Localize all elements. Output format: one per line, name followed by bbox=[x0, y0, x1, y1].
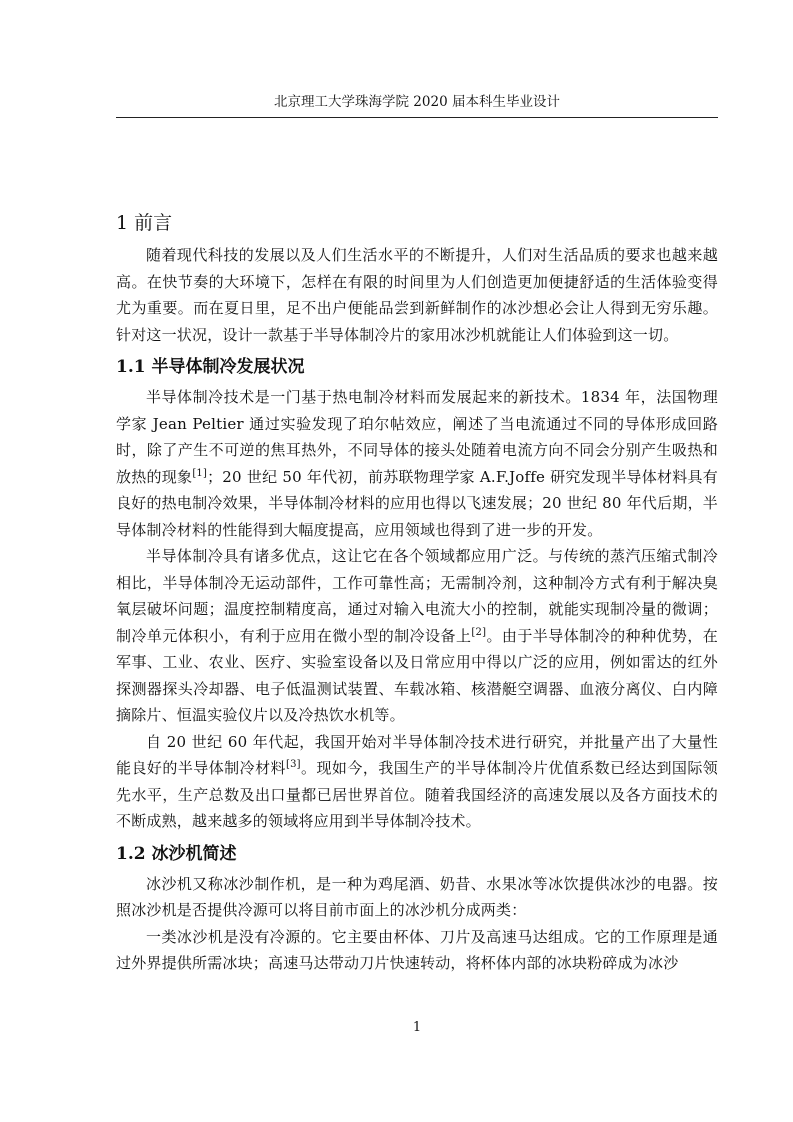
citation-ref-3: [3] bbox=[286, 759, 301, 770]
section-heading-1: 1 前言 bbox=[116, 212, 173, 234]
paragraph-1-1-c bbox=[116, 729, 718, 835]
paragraph-text: 。现如今，我国生产的半导体制冷片优值系数已经达到国际领先水平，生产总数及出口量都已居世界首位。随着我国经济的高速发展以及各方面技术的不断成熟，越来越多的领域将应用到半导体制冷技术。 bbox=[116, 759, 719, 830]
page-header: 北京理工大学珠海学院 2020 届本科生毕业设计 bbox=[274, 94, 560, 110]
paragraph-1-1-a bbox=[116, 384, 718, 543]
page-number: 1 bbox=[412, 1020, 422, 1035]
paragraph-1-2-b: 一类冰沙机是没有冷源的。它主要由杯体、刀片及高速马达组成。它的工作原理是通过外界提供所需冰块；高速马达带动刀片快速转动，将杯体内部的冰块粉碎成为冰沙 bbox=[116, 927, 718, 972]
citation-ref-2: [2] bbox=[471, 626, 487, 638]
paragraph-text: ；20 世纪 50 年代初，前苏联物理学家 A.F.Joffe 研究发现半导体材料具有良好的热电制冷效果，半导体制冷材料的应用也得以飞速发展；20 世纪 80 年代后期，半导体制冷材料的性能得到大幅度提高，应用领域也得到了进一步的开发。 bbox=[116, 467, 718, 539]
section-heading-1-1: 1.1 半导体制冷发展状况 bbox=[116, 357, 305, 377]
paragraph-1-1-b bbox=[116, 543, 718, 729]
page-body bbox=[116, 208, 718, 977]
paragraph-text: 半导体制冷具有诸多优点，这让它在各个领域都应用广泛。与传统的蒸汽压缩式制冷相比，半导体制冷无运动部件，工作可靠性高；无需制冷剂，这种制冷方式有利于解决臭氧层破坏问题；温度控制精度高，通过对输入电流大小的控制，就能实现制冷量的微调；制冷单元体积小，有利于应用在微小型的制冷设备上 bbox=[116, 547, 718, 645]
header-rule bbox=[116, 117, 718, 118]
section-heading-1-2: 1.2 冰沙机简述 bbox=[116, 843, 237, 864]
paragraph-1-2-a: 冰沙机又称冰沙制作机，是一种为鸡尾酒、奶昔、水果冰等冰饮提供冰沙的电器。按照冰沙机是否提供冷源可以将目前市面上的冰沙机分成两类： bbox=[116, 874, 718, 919]
paragraph-text: 半导体制冷技术是一门基于热电制冷材料而发展起来的新技术。1834 年，法国物理学家 Jean Peltier 通过实验发现了珀尔帖效应，阐述了当电流通过不同的导体形成回路时，除了产生不可逆的焦耳热外，不同导体的接头处随着电流方向不同会分别产生吸热和放热的现象 bbox=[116, 388, 718, 486]
paragraph-text: 。由于半导体制冷的种种优势，在军事、工业、农业、医疗、实验室设备以及日常应用中得以广泛的应用，例如雷达的红外探测器探头冷却器、电子低温测试装置、车载冰箱、核潜艇空调器、血液分离仪、白内障摘除片、恒温实验仪片以及冷热饮水机等。 bbox=[116, 626, 718, 724]
paragraph-text: 自 20 世纪 60 年代起，我国开始对半导体制冷技术进行研究，并批量产出了大量性能良好的半导体制冷材料 bbox=[116, 732, 718, 777]
citation-ref-1: [1] bbox=[192, 467, 208, 479]
paragraph-intro: 随着现代科技的发展以及人们生活水平的不断提升，人们对生活品质的要求也越来越高。在快节奏的大环境下，怎样在有限的时间里为人们创造更加便捷舒适的生活体验变得尤为重要。而在夏日里，足不出户便能品尝到新鲜制作的冰沙想必会让人得到无穷乐趣。针对这一状况，设计一款基于半导体制冷片的家用冰沙机就能让人们体验到这一切。 bbox=[116, 246, 718, 344]
